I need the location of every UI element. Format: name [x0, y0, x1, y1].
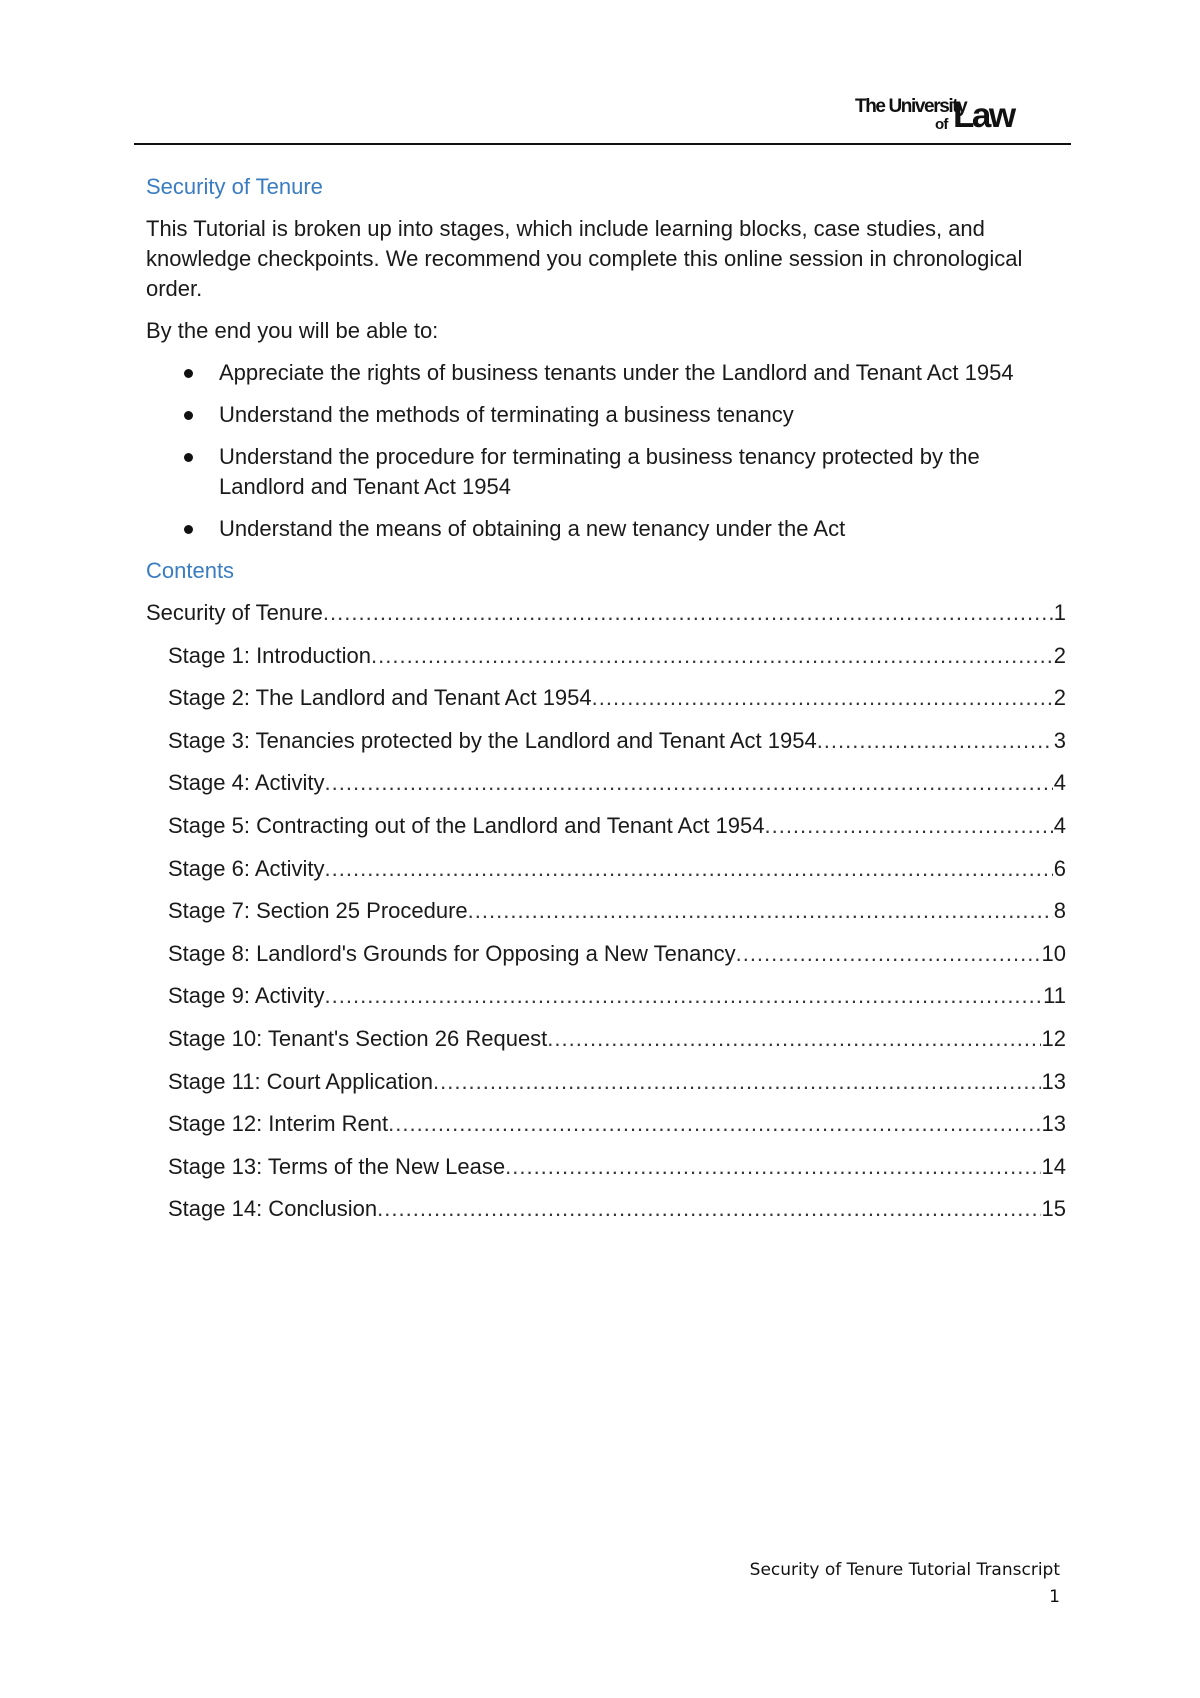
toc-entry-page: 12: [1041, 1025, 1066, 1051]
toc-leader-dots: [377, 1194, 1040, 1224]
learning-outcomes-list: [146, 358, 1066, 544]
toc-entry-title: Stage 14: Conclusion: [168, 1196, 378, 1222]
bullet-icon: [184, 411, 193, 420]
toc-leader-dots: [592, 683, 1053, 713]
header-divider: [134, 143, 1071, 145]
toc-entry[interactable]: [146, 726, 1066, 756]
toc-entry-title: Stage 12: Interim Rent: [168, 1111, 389, 1137]
outcome-text: Understand the methods of terminating a business tenancy: [219, 402, 794, 427]
toc-entry[interactable]: [146, 854, 1066, 884]
toc-leader-dots: [468, 896, 1053, 926]
toc-entry-title: Stage 8: Landlord's Grounds for Opposing a New Tenancy: [168, 940, 736, 966]
toc-entry-page: 1: [1053, 600, 1066, 625]
toc-entry-title: Stage 2: The Landlord and Tenant Act 1954: [168, 685, 592, 711]
outcome-item: [146, 400, 1066, 430]
outcome-text: Understand the procedure for terminating a business tenancy protected by the Landlord and Tenant Act 1954: [219, 444, 980, 499]
contents-heading: Contents: [146, 558, 235, 583]
toc-entry[interactable]: [146, 1067, 1066, 1097]
footer-document-title: Security of Tenure Tutorial Transcript: [749, 1560, 1060, 1580]
outcome-item: [146, 358, 1066, 388]
toc-entry-title: Stage 3: Tenancies protected by the Landlord and Tenant Act 1954: [168, 727, 817, 753]
document-body: [146, 172, 1066, 1237]
toc-entry-title: Stage 11: Court Application: [168, 1068, 433, 1094]
bullet-icon: [184, 453, 193, 462]
toc-entry[interactable]: [146, 768, 1066, 798]
toc-entry-page: 13: [1041, 1068, 1066, 1094]
toc-entry[interactable]: [146, 811, 1066, 841]
logo-text-law: Law: [953, 96, 1014, 135]
toc-entry-page: 11: [1043, 983, 1066, 1009]
university-logo: [855, 96, 1060, 136]
toc-entry-page: 14: [1041, 1153, 1066, 1179]
toc-leader-dots: [736, 939, 1041, 969]
toc-entry-page: 15: [1041, 1196, 1066, 1222]
toc-entry[interactable]: [146, 896, 1066, 926]
toc-entry-title: Stage 4: Activity: [168, 770, 325, 796]
toc-entry[interactable]: [146, 598, 1066, 628]
toc-entry-title: Stage 7: Section 25 Procedure: [168, 898, 468, 924]
outcome-text: Appreciate the rights of business tenants under the Landlord and Tenant Act 1954: [219, 360, 1014, 385]
toc-entry[interactable]: [146, 1109, 1066, 1139]
toc-entry[interactable]: [146, 1152, 1066, 1182]
toc-leader-dots: [547, 1024, 1040, 1054]
toc-entry-title: Stage 5: Contracting out of the Landlord and Tenant Act 1954: [168, 812, 765, 838]
toc-entry[interactable]: [146, 939, 1066, 969]
toc-entry-title: Stage 13: Terms of the New Lease: [168, 1153, 506, 1179]
toc-entry-title: Stage 10: Tenant's Section 26 Request: [168, 1025, 548, 1051]
toc-entry[interactable]: [146, 641, 1066, 671]
toc-leader-dots: [325, 981, 1043, 1011]
toc-entry-page: 10: [1041, 940, 1066, 966]
footer-page-number: 1: [1049, 1587, 1060, 1607]
toc-leader-dots: [433, 1067, 1041, 1097]
toc-entry-page: 4: [1053, 770, 1066, 796]
outcome-item: [146, 442, 1066, 502]
intro-paragraph: This Tutorial is broken up into stages, which include learning blocks, case studies, and knowledge checkpoints. We recommend you complete this online session in chronological order.: [146, 216, 1023, 301]
toc-entry-page: 2: [1053, 685, 1066, 711]
toc-entry[interactable]: [146, 1024, 1066, 1054]
outcomes-lead-in: By the end you will be able to:: [146, 318, 439, 343]
bullet-icon: [184, 525, 193, 534]
table-of-contents: [146, 598, 1066, 1224]
toc-entry[interactable]: [146, 683, 1066, 713]
toc-entry-page: 3: [1053, 727, 1066, 753]
toc-entry[interactable]: [146, 1194, 1066, 1224]
toc-entry-page: 4: [1053, 812, 1066, 838]
toc-entry-page: 6: [1053, 855, 1066, 881]
toc-leader-dots: [505, 1152, 1040, 1182]
toc-entry-title: Stage 6: Activity: [168, 855, 325, 881]
logo-text-of: of: [935, 116, 948, 133]
toc-entry-page: 13: [1041, 1111, 1066, 1137]
toc-entry-title: Security of Tenure: [146, 600, 323, 625]
toc-entry-page: 8: [1053, 898, 1066, 924]
logo-text-the-university: The University: [855, 96, 967, 117]
toc-entry-title: Stage 1: Introduction: [168, 642, 372, 668]
toc-leader-dots: [325, 854, 1053, 884]
toc-leader-dots: [388, 1109, 1040, 1139]
toc-leader-dots: [323, 598, 1053, 628]
toc-leader-dots: [817, 726, 1053, 756]
bullet-icon: [184, 369, 193, 378]
toc-entry[interactable]: [146, 981, 1066, 1011]
toc-leader-dots: [764, 811, 1052, 841]
outcome-item: [146, 514, 1066, 544]
section-heading-security-of-tenure: Security of Tenure: [146, 174, 323, 199]
outcome-text: Understand the means of obtaining a new tenancy under the Act: [219, 516, 846, 541]
toc-leader-dots: [371, 641, 1053, 671]
toc-leader-dots: [325, 768, 1053, 798]
toc-entry-title: Stage 9: Activity: [168, 983, 325, 1009]
toc-entry-page: 2: [1053, 642, 1066, 668]
